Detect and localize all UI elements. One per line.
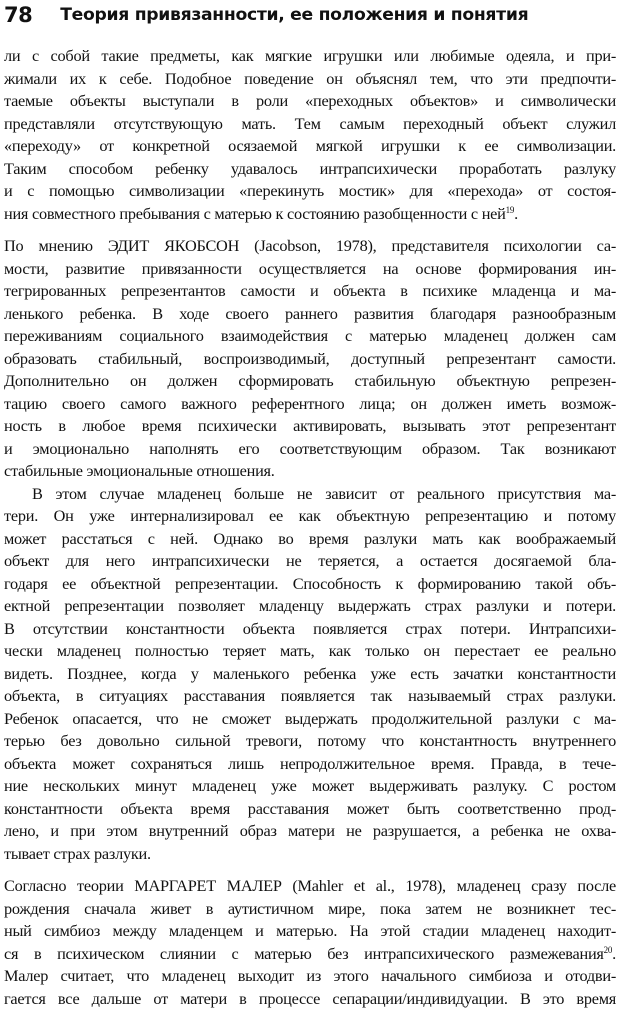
text-line: тацию своего самого важного референтного лица; он должен иметь возмож- <box>4 393 616 416</box>
text-line: видеть. Позднее, когда у маленького ребенка уже есть зачатки константности <box>4 663 616 686</box>
text-line: Ребенок опасается, что не сможет выдержать продолжительной разлуки с ма- <box>4 708 616 731</box>
text-line: В отсутствии константности объекта появляется страх потери. Интрапсихи- <box>4 618 616 641</box>
text-line: лено, и при этом внутренний образ матери не разрушается, а ребенка не охва- <box>4 820 616 843</box>
text-line: мости, развитие привязанности осуществляется на основе формирования ин- <box>4 258 616 281</box>
text-line: ектной репрезентации позволяет младенцу выдержать страх разлуки и потери. <box>4 595 616 618</box>
text-line: ный симбиоз между младенцем и матерью. На этой стадии младенец находит- <box>4 920 616 943</box>
text-line-content: ния совместного пребывания с матерью к состоянию разобщенности с ней <box>4 204 506 223</box>
paragraph-1 <box>4 45 616 225</box>
text-line: тери. Он уже интернализировал ее как объектную репрезентацию и потому <box>4 505 616 528</box>
paragraph-2 <box>4 235 616 483</box>
text-line: гается все дальше от матери в процессе сепарации/индивидуации. В это время <box>4 988 616 1010</box>
text-line: Дополнительно он должен сформировать стабильную объектную репрезен- <box>4 370 616 393</box>
body-text <box>4 45 616 1010</box>
paragraph-4 <box>4 875 616 1010</box>
text-line: Таким способом ребенку удавалось интрапсихически проработать разлуку <box>4 158 616 181</box>
text-line: ленького ребенка. В ходе своего раннего развития благодаря разнообразным <box>4 303 616 326</box>
text-line: Малер считает, что младенец выходит из этого начального симбиоза и отодви- <box>4 965 616 988</box>
text-line <box>4 483 616 506</box>
text-line: годаря ее объектной репрезентации. Способность к формированию такой объ- <box>4 573 616 596</box>
text-line: рождения сначала живет в аутистичном мире, пока затем не возникнет тес- <box>4 898 616 921</box>
text-line-content: В этом случае младенец больше не зависит от реального присутствия ма- <box>32 484 616 503</box>
text-line: «переходу» от конкретной осязаемой мягкой игрушки к ее символизации. <box>4 135 616 158</box>
text-line: таемые объекты выступали в роли «переходных объектов» и символически <box>4 90 616 113</box>
text-line: константности объекта время расставания может быть соответственно прод- <box>4 798 616 821</box>
text-line: и эмоционально наполнять его соответствующим образом. Так возникают <box>4 438 616 461</box>
paragraph-3 <box>4 483 616 866</box>
page-number: 78 <box>4 0 32 30</box>
text-line: объекта может сохраняться лишь непродолжительное время. Правда, в тече- <box>4 753 616 776</box>
text-line: ся в психическом слиянии с матерью без интрапсихического размежевания$^{20}$. <box>4 943 616 966</box>
text-line: чески младенец полностью теряет мать, как только он перестает ее реально <box>4 640 616 663</box>
footnote-marker: 19 <box>506 205 515 215</box>
text-line: тывает страх разлуки. <box>4 843 616 866</box>
text-line: представляли отсутствующую мать. Тем самым переходный объект служил <box>4 113 616 136</box>
text-line: образовать стабильный, воспроизводимый, доступный репрезентант самости. <box>4 348 616 371</box>
text-line: объект для него интрапсихически не теряется, а остается досягаемой бла- <box>4 550 616 573</box>
text-line: объекта, в ситуациях расставания появляется так называемый страх разлуки. <box>4 685 616 708</box>
footnote-marker: 20 <box>604 945 613 955</box>
text-line: ние нескольких минут младенец уже может выдерживать разлуку. С ростом <box>4 775 616 798</box>
text-line: ность в любое время психически активировать, вызывать этот репрезентант <box>4 415 616 438</box>
page-header <box>4 0 616 30</box>
text-line: переживаниям социального взаимодействия с матерью младенец должен сам <box>4 325 616 348</box>
text-line: По мнению ЭДИТ ЯКОБСОН (Jacobson, 1978), представителя психологии са- <box>4 235 616 258</box>
text-line: может расстаться с ней. Однако во время разлуки мать как воображаемый <box>4 528 616 551</box>
text-line: терью без довольно сильной тревоги, потому что константность внутреннего <box>4 730 616 753</box>
text-line-content: ся в психическом слиянии с матерью без интрапсихического размежевания <box>4 944 604 963</box>
text-line: ния совместного пребывания с матерью к состоянию разобщенности с ней$^{19}$. <box>4 203 616 226</box>
running-title: Теория привязанности, ее положения и понятия <box>60 0 528 30</box>
text-line: жимали их к себе. Подобное поведение он объяснял тем, что эти предпочти- <box>4 68 616 91</box>
text-line: тегрированных репрезентантов самости и объекта в психике младенца и ма- <box>4 280 616 303</box>
text-line: и с помощью символизации «перекинуть мостик» для «перехода» от состоя- <box>4 180 616 203</box>
text-line: стабильные эмоциональные отношения. <box>4 460 616 483</box>
text-line: Согласно теории МАРГАРЕТ МАЛЕР (Mahler et al., 1978), младенец сразу после <box>4 875 616 898</box>
text-line: ли с собой такие предметы, как мягкие игрушки или любимые одеяла, и при- <box>4 45 616 68</box>
